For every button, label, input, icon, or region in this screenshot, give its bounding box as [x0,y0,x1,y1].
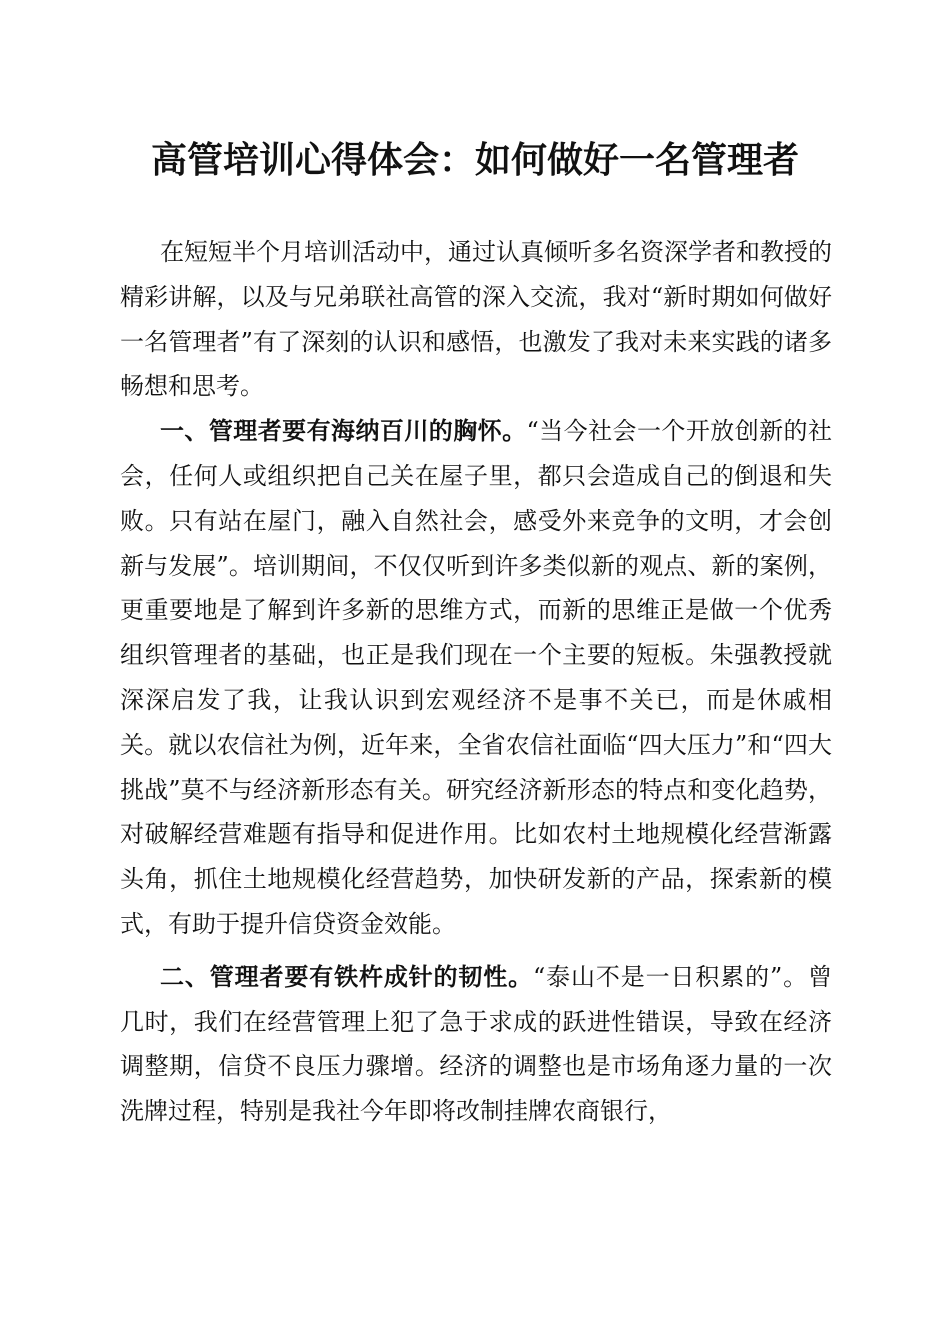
section-2-paragraph [120,955,832,1134]
section-2-text: “泰山不是一日积累的”。曾几时，我们在经营管理上犯了急于求成的跃进性错误，导致在经济调整期，信贷不良压力骤增。经济的调整也是市场角逐力量的一次洗牌过程，特别是我社今年即将改制挂牌农商银行， [120,962,832,1126]
section-1-paragraph [120,409,832,947]
section-2-heading: 二、管理者要有铁杵成针的韧性。 [160,962,534,991]
section-1-text: “当今社会一个开放创新的社会，任何人或组织把自己关在屋子里，都只会造成自己的倒退和失败。只有站在屋门，融入自然社会，感受外来竞争的文明，才会创新与发展”。培训期间，不仅仅听到许多类似新的观点、新的案例，更重要地是了解到许多新的思维方式，而新的思维正是做一个优秀组织管理者的基础，也正是我们现在一个主要的短板。朱强教授就深深启发了我，让我认识到宏观经济不是事不关已，而是休戚相关。就以农信社为例，近年来，全省农信社面临“四大压力”和“四大挑战”莫不与经济新形态有关。研究经济新形态的特点和变化趋势，对破解经营难题有指导和促进作用。比如农村土地规模化经营渐露头角，抓住土地规模化经营趋势，加快研发新的产品，探索新的模式，有助于提升信贷资金效能。 [120,417,832,938]
intro-paragraph: 在短短半个月培训活动中，通过认真倾听多名资深学者和教授的精彩讲解，以及与兄弟联社高管的深入交流，我对“新时期如何做好一名管理者”有了深刻的认识和感悟，也激发了我对未来实践的诸多畅想和思考。 [120,238,832,401]
document-title: 高管培训心得体会：如何做好一名管理者 [150,139,799,181]
document-body [120,230,832,1134]
section-1-heading: 一、管理者要有海纳百川的胸怀。 [160,417,527,446]
